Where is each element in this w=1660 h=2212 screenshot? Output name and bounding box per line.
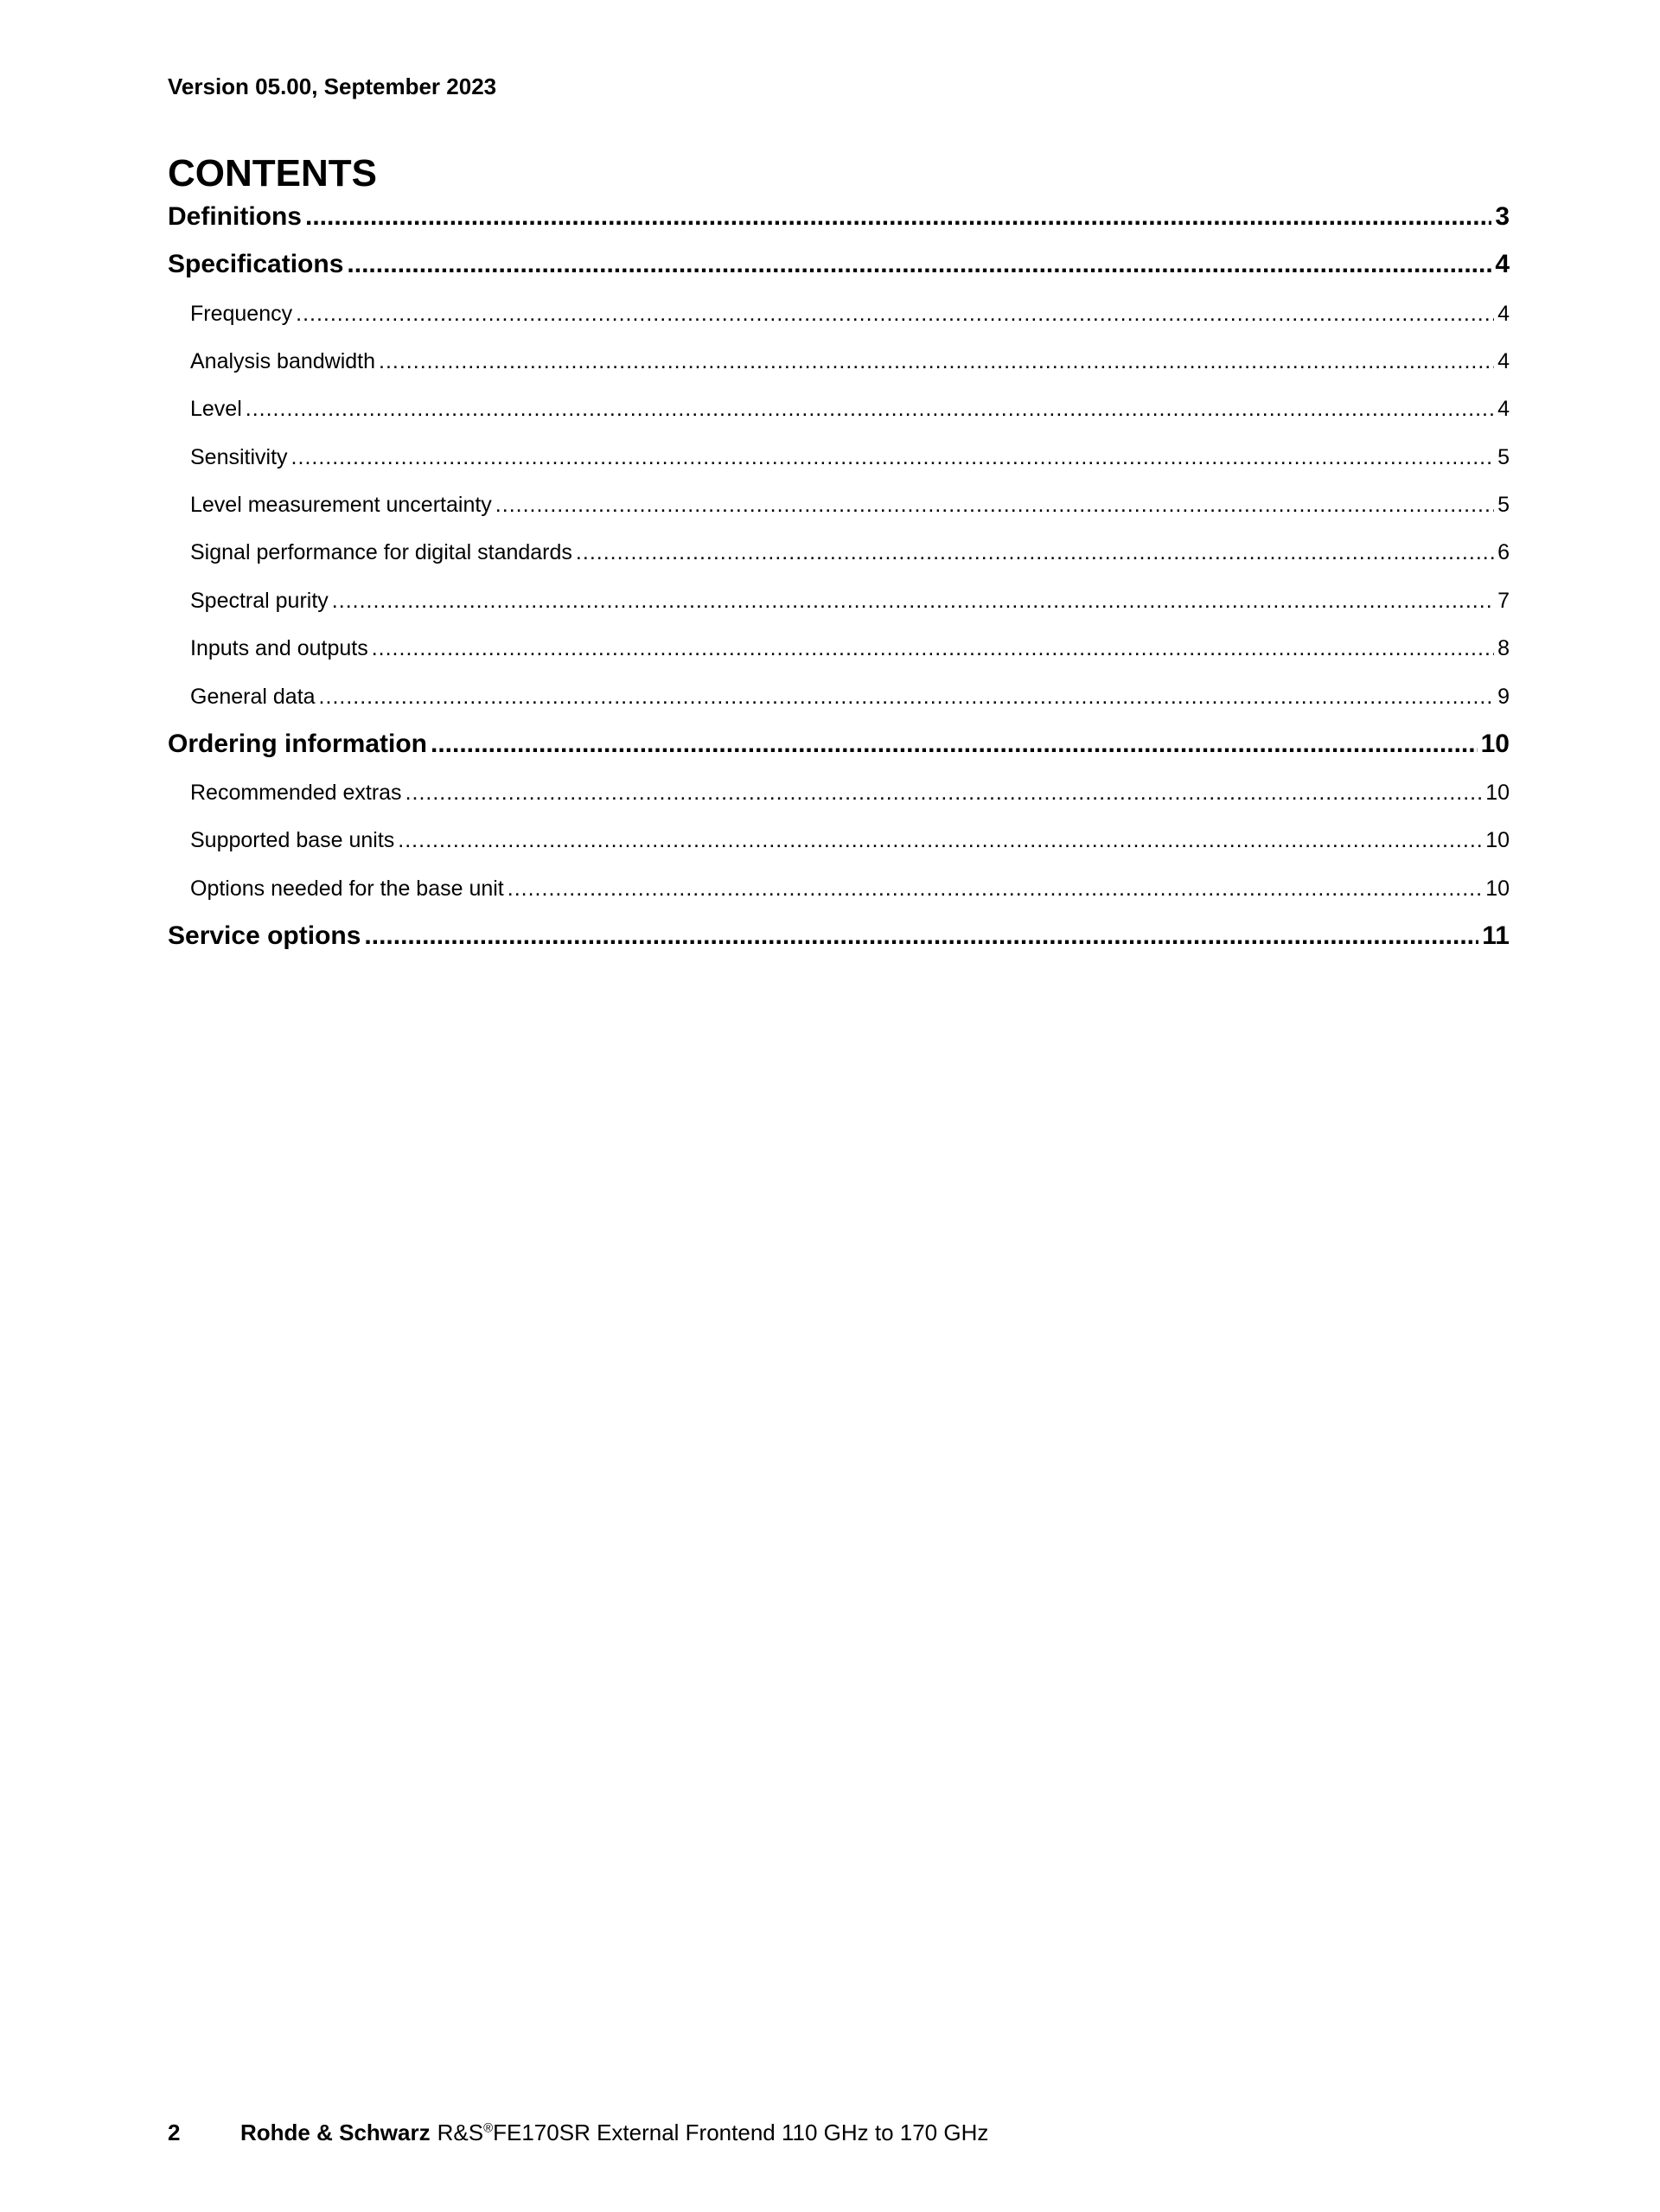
toc-entry-supported-base-units[interactable]: [168, 825, 1510, 856]
toc-entry-label: Recommended extras: [190, 781, 402, 805]
toc-dot-leader: [405, 777, 1483, 808]
toc-dot-leader: [431, 727, 1478, 762]
toc-entry-spectral-purity[interactable]: [168, 585, 1510, 616]
toc-dot-leader: [576, 537, 1494, 568]
toc-dot-leader: [398, 825, 1482, 856]
toc-entry-inputs-and-outputs[interactable]: [168, 633, 1510, 664]
toc-dot-leader: [319, 681, 1495, 712]
toc-dot-leader: [379, 346, 1494, 377]
toc-entry-options-needed[interactable]: [168, 873, 1510, 904]
toc-entry-page: 9: [1497, 685, 1510, 709]
footer-company-name: Rohde & Schwarz: [240, 2120, 431, 2145]
toc-entry-label: Options needed for the base unit: [190, 877, 504, 901]
toc-entry-label: Supported base units: [190, 828, 395, 852]
toc-entry-definitions[interactable]: [168, 200, 1510, 234]
toc-entry-ordering-information[interactable]: [168, 727, 1510, 762]
toc-entry-level-measurement-uncertainty[interactable]: [168, 489, 1510, 520]
page-footer: [168, 2118, 988, 2147]
toc-entry-page: 10: [1485, 828, 1510, 852]
toc-entry-page: 4: [1497, 349, 1510, 373]
toc-entry-page: 4: [1497, 302, 1510, 326]
toc-dot-leader: [364, 919, 1478, 953]
toc-entry-label: Ordering information: [168, 730, 427, 758]
toc-entry-page: 6: [1497, 540, 1510, 564]
toc-entry-page: 7: [1497, 589, 1510, 613]
footer-product-title: [437, 2118, 989, 2147]
toc-entry-label: Spectral purity: [190, 589, 329, 613]
toc-entry-level[interactable]: [168, 393, 1510, 424]
toc-dot-leader: [495, 489, 1494, 520]
toc-entry-service-options[interactable]: [168, 919, 1510, 953]
toc-entry-page: 5: [1497, 493, 1510, 517]
toc-entry-label: Sensitivity: [190, 445, 288, 469]
toc-entry-label: Inputs and outputs: [190, 636, 368, 660]
toc-entry-label: Definitions: [168, 202, 302, 231]
toc-title: CONTENTS: [168, 152, 377, 194]
toc-entry-label: Service options: [168, 921, 361, 950]
toc-entry-page: 5: [1497, 445, 1510, 469]
footer-page-number: 2: [168, 2120, 181, 2145]
toc-dot-leader: [372, 633, 1494, 664]
toc-dot-leader: [347, 247, 1491, 282]
toc-dot-leader: [246, 393, 1494, 424]
toc-entry-signal-performance[interactable]: [168, 537, 1510, 568]
toc-entry-page: 10: [1485, 877, 1510, 901]
toc-entry-specifications[interactable]: [168, 247, 1510, 282]
toc-entry-page: 4: [1497, 397, 1510, 421]
toc-dot-leader: [291, 442, 1495, 473]
toc-entry-page: 10: [1485, 781, 1510, 805]
toc-entry-page: 3: [1495, 202, 1510, 231]
document-version: Version 05.00, September 2023: [168, 73, 497, 99]
toc-entry-frequency[interactable]: [168, 298, 1510, 329]
toc-entry-label: Level measurement uncertainty: [190, 493, 492, 517]
toc-dot-leader: [305, 200, 1491, 234]
toc-entry-recommended-extras[interactable]: [168, 777, 1510, 808]
toc-entry-label: Frequency: [190, 302, 293, 326]
toc-entry-page: 4: [1495, 250, 1510, 278]
toc-entry-analysis-bandwidth[interactable]: [168, 346, 1510, 377]
toc-entry-label: Signal performance for digital standards: [190, 540, 572, 564]
toc-entry-page: 8: [1497, 636, 1510, 660]
toc-entry-label: Specifications: [168, 250, 344, 278]
toc-dot-leader: [332, 585, 1494, 616]
registered-trademark-mark: ®: [483, 2120, 494, 2136]
toc-entry-page: 11: [1482, 921, 1510, 950]
toc-entry-sensitivity[interactable]: [168, 442, 1510, 473]
toc-entry-general-data[interactable]: [168, 681, 1510, 712]
toc-entry-label: General data: [190, 685, 316, 709]
toc-dot-leader: [296, 298, 1494, 329]
footer-product-name: FE170SR External Frontend 110 GHz to 170 GHz: [493, 2120, 989, 2145]
toc-entry-page: 10: [1480, 730, 1510, 758]
toc-entry-label: Analysis bandwidth: [190, 349, 376, 373]
toc-dot-leader: [508, 873, 1482, 904]
toc-entry-label: Level: [190, 397, 242, 421]
footer-product-prefix: R&S: [437, 2120, 484, 2145]
